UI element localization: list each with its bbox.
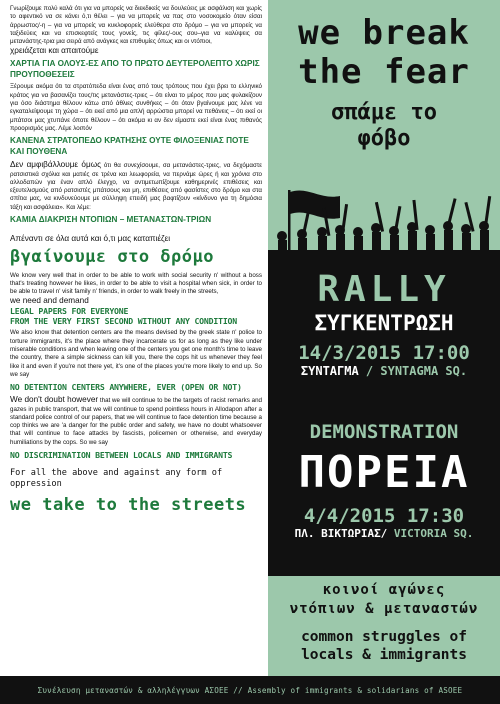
greek-title-1: σπάμε το <box>331 100 437 125</box>
title-line-2: the fear <box>298 52 470 92</box>
call-greek: βγαίνουμε στο δρόμο <box>10 246 214 267</box>
rally-place-greek: ΣΥΝΤΑΓΜΑ <box>300 364 359 378</box>
rally-place-english: / SYNTAGMA SQ. <box>358 364 468 378</box>
intro-english: We know very well that in order to be able to work with social security n' without a boss that's treating however he likes, in order to be able to visit a hospital when sick, in order to be able to travel n' visit family n' friends, in order to walk freely in the streets, <box>10 271 262 296</box>
slogan-english-1: common struggles of <box>301 629 467 645</box>
footer-bar <box>0 676 500 704</box>
camps-english: We also know that detention centers are the means devised by the greek state n' police to torture immigrants, it's the place where they incarcerate us for as long as they like under miserable conditions and when leaving one of the centers you get one month's time to leave the country, there a simple sickness can kill you, there the cops hit us whenever they feel like it and even if you're not there yet, it's one of the places you're more likely to end up. So we say <box>10 329 262 378</box>
event-block <box>268 256 500 576</box>
doubt-greek: ότι θα συνεχίσουμε, σα μετανάστες-τριες, να δεχόμαστε ρατσιστικά σχόλια και ματιές σε τρένα και λεωφορεία, να περνάμε ώρες ή και χρόνια στο αλλοδαπών για έναν απλό έλεγχο, να αντιμετωπίζουμε καθημερινές επιθέσεις και εξευτελισμούς από ρατσιστές μπάτσους και μη, επιθέσεις από φασίστες στο δρόμο και στα σπίτια μας, να κινδυνεύουμε με σύλληψη επειδή μας βαφτίζουν «κίνδυνο για τη δημόσια τάξη και ασφάλεια». Και λέμε: <box>10 162 262 211</box>
rally-title: RALLY <box>317 269 451 310</box>
camps-heading-english: NO DETENTION CENTERS ANYWHERE, EVER (OPEN OR NOT) <box>10 382 242 393</box>
rally-place <box>268 364 500 379</box>
camps-greek: Ξέρουμε ακόμα ότι τα στρατόπεδα είναι ένας από τους τρόπους που έχει βρει το ελληνικό κράτος για να βασανίζει τους/τις μετανάστες-τριες – ότι είναι το μέρος που μας φυλακίζουν για όσο διάστημα θέλουν κάτω από άθλιες συνθήκες – ότι όταν βγαίνουμε μας λένε να εγκαταλείψουμε τη χώρα – ότι εκεί από μια απλή αρρώστια μπορεί να πεθάνεις – ότι εκεί οι μπάτσοι μας χτυπάνε όποτε θέλουν – ότι ακόμα κι αν δεν είμαστε εκεί είναι ένας πιθανός προορισμός μας. Λέμε λοιπόν <box>10 83 262 132</box>
doubt-lead-english: We don't doubt however <box>10 395 99 405</box>
papers-heading-english-2: FROM THE VERY FIRST SECOND WITHOUT ANY CONDITION <box>10 316 238 327</box>
slogan-greek-2: ντόπιων & μεταναστών <box>289 601 479 617</box>
papers-heading-greek: ΧΑΡΤΙΑ ΓΙΑ ΟΛΟΥΣ-ΕΣ ΑΠΟ ΤΟ ΠΡΩΤΟ ΔΕΥΤΕΡΟΛΕΠΤΟ ΧΩΡΙΣ ΠΡΟΥΠΟΘΕΣΕΙΣ <box>10 59 260 79</box>
right-poster-panel <box>268 0 500 676</box>
against-greek: Απέναντι σε όλα αυτά και ό,τι μας καταπιέζει <box>10 233 171 243</box>
slogan-english-2: locals & immigrants <box>301 647 467 663</box>
demonstration-date: 4/4/2015 17:30 <box>303 505 465 527</box>
rally-date: 14/3/2015 17:00 <box>298 342 470 364</box>
footer-text: Συνέλευση μεταναστών & αλληλέγγυων ΑΣΟΕΕ // Assembly of immigrants & solidarians of ASOEE <box>37 685 463 695</box>
demonstration-greek: ΠΟΡΕΙΑ <box>298 447 470 498</box>
doubt-english: that we will continue to be the targets of racist remarks and gazes in public transport, that we will continue to spend pointless hours in Allodapon after a standard police control of our papers, that we will continue to face detention time because a cop thinks we are 'a danger for the public order and safety, we have no doubt whatsoever that will continue to face attacks by fascists, policemen or otherwise, and everyday humiliations by the cops. So we say <box>10 397 262 446</box>
discrimination-heading-english: NO DISCRIMINATION BETWEEN LOCALS AND IMMIGRANTS <box>10 450 233 460</box>
rally-greek: ΣΥΓΚΕΝΤΡΩΣΗ <box>314 311 454 335</box>
title-line-1: we break <box>298 13 470 53</box>
need-greek: χρειάζεται και απαιτούμε <box>10 46 99 56</box>
slogan-block <box>268 576 500 676</box>
demonstration-place <box>268 527 500 541</box>
demonstration-place-greek: ΠΛ. ΒΙΚΤΩΡΙΑΣ/ <box>294 527 388 540</box>
papers-heading-english-1: LEGAL PAPERS FOR EVERYONE <box>10 306 129 317</box>
crowd-silhouette-icon <box>268 190 500 260</box>
intro-greek: Γνωρίζουμε πολύ καλά ότι για να μπορείς να διεκδικείς να δουλεύεις με ασφάλιση και χωρίς το αφεντικό να σε κάνει ό,τι θέλει – για να μπορείς να πας στο νοσοκομείο όταν είσαι άρρωστος/-η – για να μπορείς να κυκλοφορείς ελεύθερα στο δρόμο – για να μπορείς να ταξιδεύεις και να επισκεφτείς τους γονείς, τις φίλες/-ους σου–για να καλύψεις σα μετανάστης-τρια μια σειρά από ανάγκες και επιθυμίες όπως και οι ντόπιοι, <box>10 5 262 46</box>
discrimination-heading-greek: ΚΑΜΙΑ ΔΙΑΚΡΙΣΗ ΝΤΟΠΙΩΝ – ΜΕΤΑΝΑΣΤΩΝ-ΤΡΙΩΝ <box>10 215 212 225</box>
against-english: For all the above and against any form of oppression <box>10 468 223 489</box>
demonstration-place-english: VICTORIA SQ. <box>387 527 474 540</box>
greek-title-2: φόβο <box>357 126 411 151</box>
demonstration-title: DEMONSTRATION <box>309 421 459 443</box>
doubt-lead-greek: Δεν αμφιβάλλουμε όμως <box>10 160 102 170</box>
call-english: we take to the streets <box>10 495 247 515</box>
slogan-greek-1: κοινοί αγώνες <box>322 582 446 598</box>
need-english: we need and demand <box>10 296 89 306</box>
camps-heading-greek: ΚΑΝΕΝΑ ΣΤΡΑΤΟΠΕΔΟ ΚΡΑΤΗΣΗΣ ΟΥΤΕ ΦΙΛΟΞΕΝΙΑΣ ΠΟΤΕ ΚΑΙ ΠΟΥΘΕΝΑ <box>10 136 249 156</box>
